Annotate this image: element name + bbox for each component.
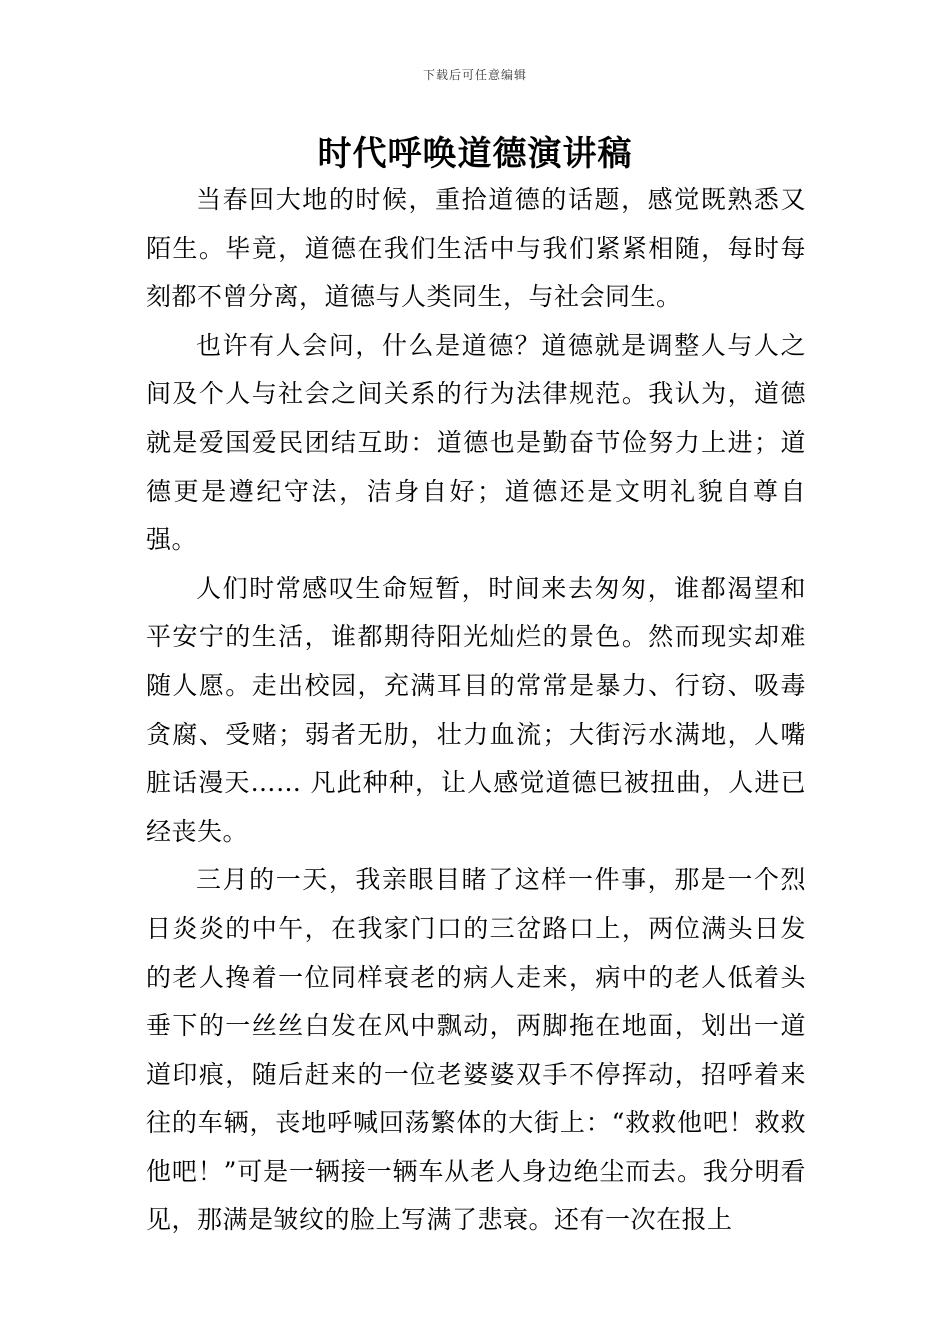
paragraph-1: 当春回大地的时候，重拾道德的话题，感觉既熟悉又陌生。毕竟，道德在我们生活中与我们紧紧相随，每时每刻都不曾分离，道德与人类同生，与社会同生。 bbox=[146, 185, 806, 312]
paragraph-2: 也许有人会问，什么是道德？道德就是调整人与人之间及个人与社会之间关系的行为法律规范。我认为，道德就是爱国爱民团结互助：道德也是勤奋节俭努力上进；道德更是遵纪守法，洁身自好；道德还是文明礼貌自尊自强。 bbox=[146, 330, 806, 555]
paragraph-3: 人们时常感叹生命短暂，时间来去匆匆，谁都渴望和平安宁的生活，谁都期待阳光灿烂的景色。然而现实却难随人愿。走出校园，充满耳目的常常是暴力、行窃、吸毒贪腐、受赌；弱者无肋，壮力血流；大街污水满地，人嘴脏话漫天…… 凡此种种，让人感觉道德巳被扭曲，人进已经丧失。 bbox=[146, 573, 806, 846]
paragraph-4: 三月的一天，我亲眼目睹了这样一件事，那是一个烈日炎炎的中午，在我家门口的三岔路口上，两位满头日发的老人搀着一位同样衰老的病人走来，病中的老人低着头垂下的一丝丝白发在风中飘动，两脚拖在地面，划出一道道印痕，随后赶来的一位老婆婆双手不停挥动，招呼着来往的车辆，丧地呼喊回荡繁体的大街上：“救救他吧！救救他吧！”可是一辆接一辆车从老人身边绝尘而去。我分明看见，那满是皱纹的脸上写满了悲衰。还有一次在报上 bbox=[146, 865, 806, 1235]
document-title: 时代呼唤道德演讲稿 bbox=[317, 134, 633, 174]
document-body bbox=[146, 176, 806, 1245]
header-note: 下载后可任意编辑 bbox=[422, 68, 527, 82]
